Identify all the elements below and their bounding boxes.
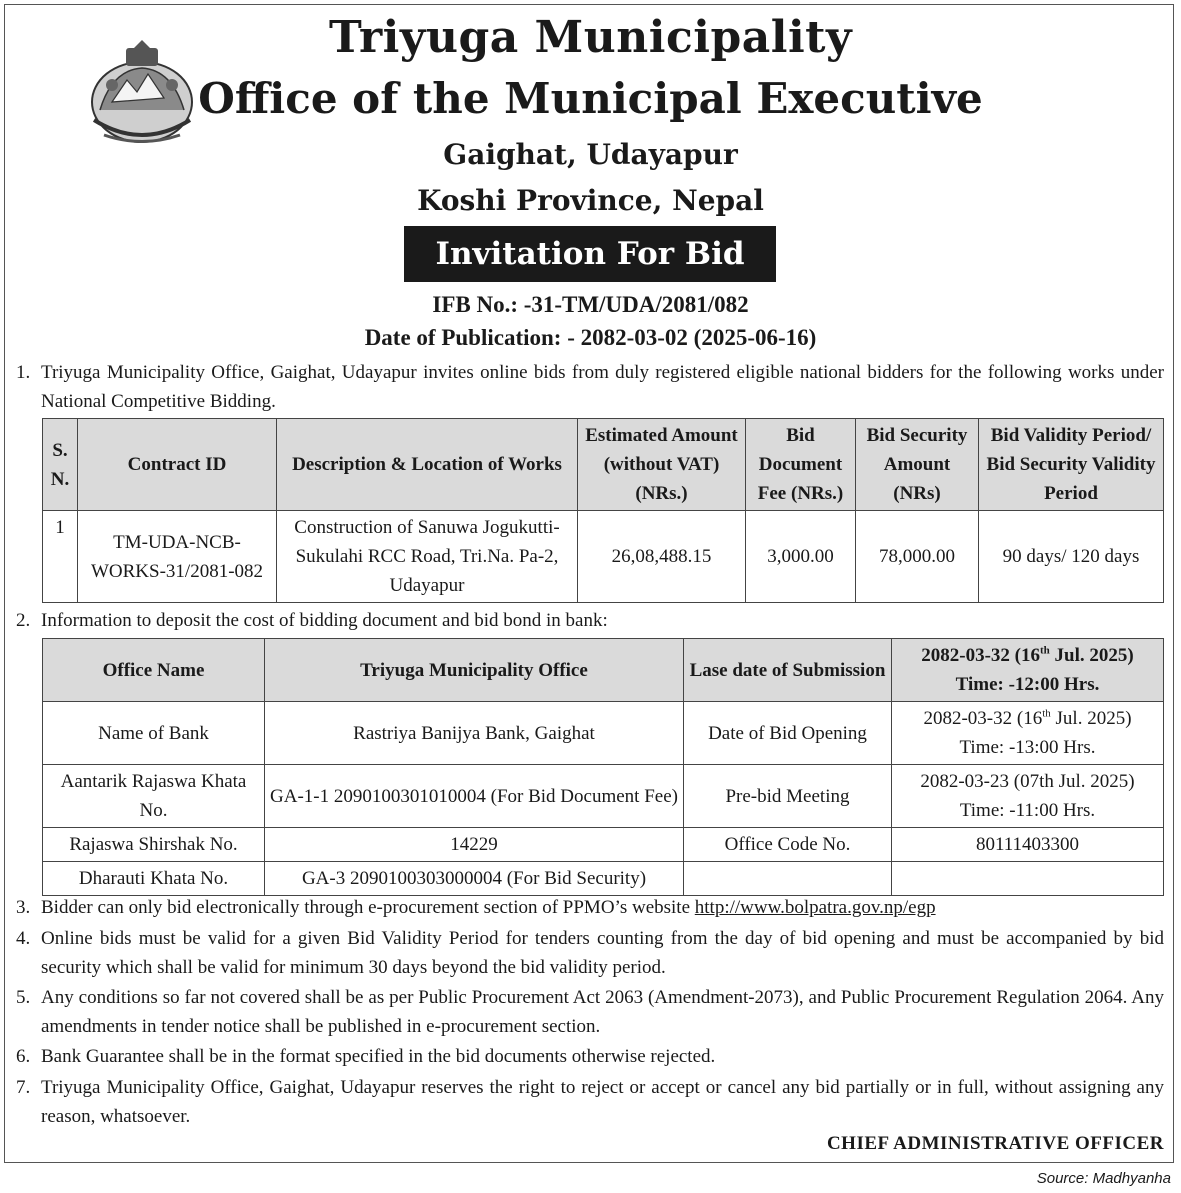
ordinal-suffix: th [1042,707,1051,720]
table-row [43,862,1164,896]
table-row [43,828,1164,862]
label-cell: Date of Bid Opening [684,702,892,765]
column-header: Description & Location of Works [277,419,578,511]
empty-cell [684,862,892,896]
table-row [43,511,1164,603]
office-title: Office of the Municipal Executive [198,74,983,123]
column-header: Bid Security Amount (NRs) [856,419,979,511]
column-header: Contract ID [78,419,277,511]
clause-3 [16,893,1164,922]
clause-number: 6. [16,1046,31,1067]
opening-time: Time: -13:00 Hrs. [959,737,1096,758]
label-cell: Office Code No. [684,828,892,862]
province: Koshi Province, Nepal [417,184,764,217]
clause-text: Bank Guarantee shall be in the format specified in the bid documents otherwise rejected. [41,1046,716,1067]
table-row [43,765,1164,828]
column-header: Lase date of Submission [684,639,892,702]
clause-text: Online bids must be valid for a given Bid Validity Period for tenders counting from the day of bid opening and must be accompanied by bid security which shall be valid for minimum 30 days beyond the bid validity period. [41,928,1164,978]
doc-fee-cell: 3,000.00 [746,511,856,603]
contract-id-cell: TM-UDA-NCB-WORKS-31/2081-082 [78,511,277,603]
value-cell: 14229 [265,828,684,862]
clause-number: 5. [16,987,31,1008]
label-cell: Name of Bank [43,702,265,765]
security-amount-cell: 78,000.00 [856,511,979,603]
column-header: Bid Document Fee (NRs.) [746,419,856,511]
estimated-amount-cell: 26,08,488.15 [578,511,746,603]
clause-number: 1. [16,362,31,383]
clause-6 [16,1042,1164,1071]
last-date-value-end: Jul. 2025) [1049,645,1134,666]
clause-5 [16,983,1164,1041]
ifb-number: IFB No.: -31-TM/UDA/2081/082 [432,292,749,317]
label-cell: Pre-bid Meeting [684,765,892,828]
value-cell: GA-1-1 2090100301010004 (For Bid Document Fee) [265,765,684,828]
prebid-date: 2082-03-23 (07th Jul. 2025) [920,771,1135,792]
clause-7 [16,1073,1164,1131]
clause-number: 2. [16,610,31,631]
column-header [892,639,1164,702]
label-cell: Dharauti Khata No. [43,862,265,896]
sn-cell: 1 [43,511,78,603]
clause-text: Any conditions so far not covered shall be as per Public Procurement Act 2063 (Amendment-2073), and Public Procurement Regulation 2064. Any amendments in tender notice shall be published in e-procurement section. [41,987,1164,1037]
opening-date: 2082-03-32 (16 [923,708,1043,729]
empty-cell [892,862,1164,896]
clause-text: Information to deposit the cost of bidding document and bid bond in bank: [41,610,608,631]
value-cell: 80111403300 [892,828,1164,862]
office-location: Gaighat, Udayapur [443,138,738,171]
column-header: Estimated Amount (without VAT) (NRs.) [578,419,746,511]
clause-1 [16,358,1164,416]
works-table [42,418,1164,603]
notice-banner: Invitation For Bid [404,226,776,282]
value-cell: GA-3 2090100303000004 (For Bid Security) [265,862,684,896]
value-cell [892,702,1164,765]
label-cell: Rajaswa Shirshak No. [43,828,265,862]
ordinal-suffix: th [1040,644,1050,657]
table-row [43,702,1164,765]
clause-4 [16,924,1164,982]
publication-date: Date of Publication: - 2082-03-02 (2025-06-16) [364,325,817,350]
value-cell [892,765,1164,828]
value-cell: Rastriya Banijya Bank, Gaighat [265,702,684,765]
bank-info-table [42,638,1164,896]
clause-2 [16,606,1164,635]
description-cell: Construction of Sanuwa Jogukutti-Sukulahi RCC Road, Tri.Na. Pa-2, Udayapur [277,511,578,603]
signature-title: CHIEF ADMINISTRATIVE OFFICER [826,1133,1164,1154]
clause-number: 4. [16,928,31,949]
ppmo-website-link[interactable]: http://www.bolpatra.gov.np/egp [694,897,936,918]
last-date-value: 2082-03-32 (16 [921,645,1040,666]
opening-date-end: Jul. 2025) [1050,708,1132,729]
municipality-title: Triyuga Municipality [328,12,853,63]
validity-cell: 90 days/ 120 days [979,511,1164,603]
table-header-row [43,639,1164,702]
prebid-time: Time: -11:00 Hrs. [959,800,1096,821]
table-header-row [43,419,1164,511]
column-header: S. N. [43,419,78,511]
clause-number: 7. [16,1077,31,1098]
clause-text: Triyuga Municipality Office, Gaighat, Udayapur reserves the right to reject or accept or cancel any bid partially or in full, without assigning any reason, whatsoever. [41,1077,1164,1127]
clause-text: Triyuga Municipality Office, Gaighat, Udayapur invites online bids from duly registered eligible national bidders for the following works under National Competitive Bidding. [41,362,1164,412]
label-cell: Aantarik Rajaswa Khata No. [43,765,265,828]
column-header: Office Name [43,639,265,702]
last-time-value: Time: -12:00 Hrs. [955,674,1100,695]
clause-text: Bidder can only bid electronically through e-procurement section of PPMO’s website [41,897,695,918]
column-header: Bid Validity Period/ Bid Security Validity Period [979,419,1164,511]
column-header: Triyuga Municipality Office [265,639,684,702]
source-credit: Source: Madhyanha [1036,1170,1171,1187]
clause-number: 3. [16,897,31,918]
